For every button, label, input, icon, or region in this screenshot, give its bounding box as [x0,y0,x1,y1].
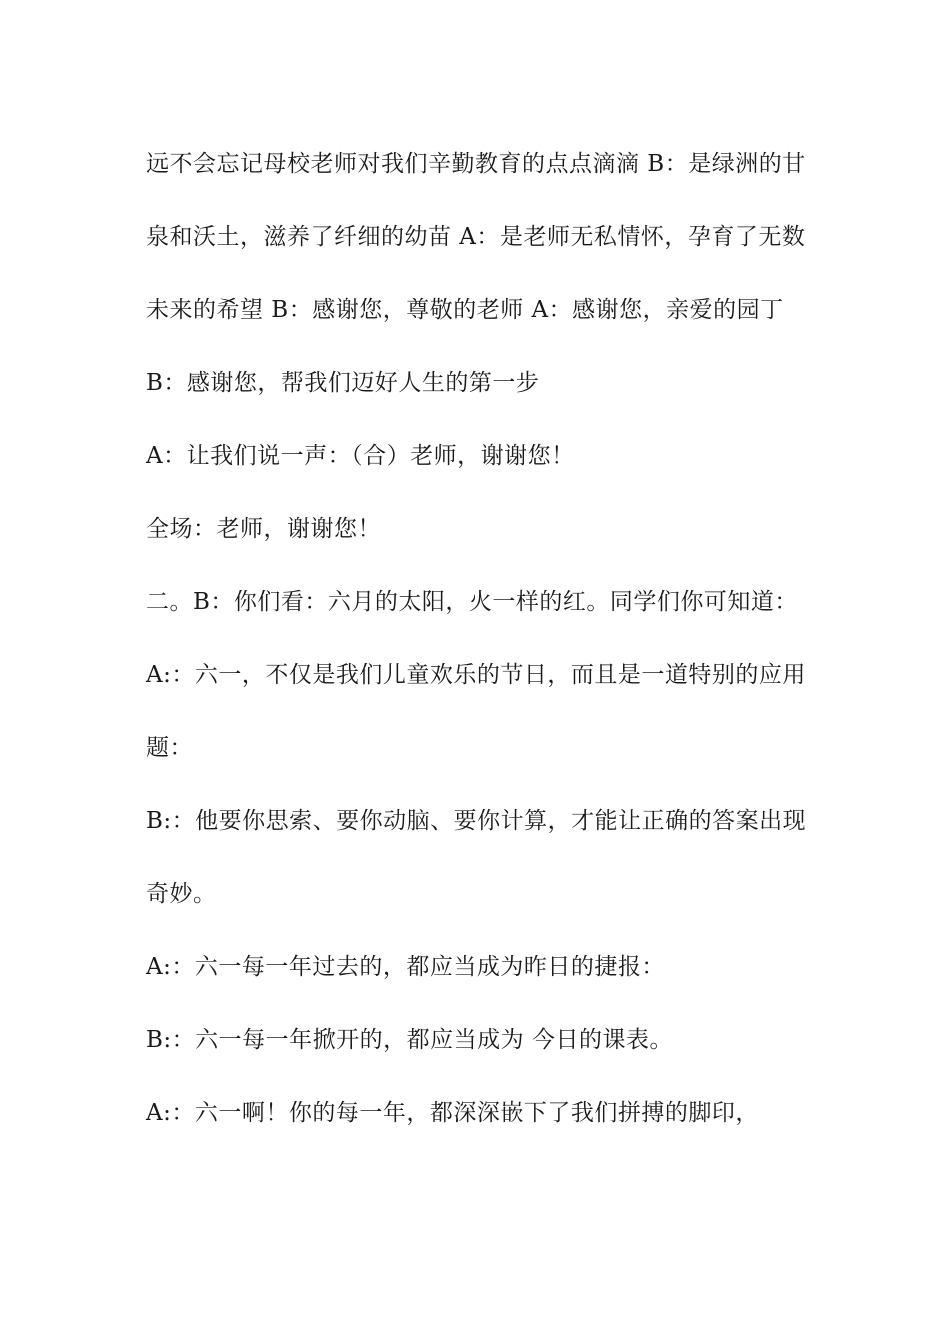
paragraph-8: A:：六一每一年过去的，都应当成为昨日的捷报： [146,954,665,980]
paragraph-3: A：让我们说一声：（合）老师，谢谢您！ [146,443,575,469]
paragraph-7: B:：他要你思索、要你动脑、要你计算，才能让正确的答案出现奇妙。 [146,808,807,907]
paragraph-2: B：感谢您，帮我们迈好人生的第一步 [146,370,540,396]
document-body [146,128,810,1150]
paragraph-5: 二。B：你们看：六月的太阳，火一样的红。同学们你可知道： [146,589,798,615]
paragraph-9: B:：六一每一年掀开的，都应当成为 今日的课表。 [146,1027,673,1053]
paragraph-6: A:：六一，不仅是我们儿童欢乐的节日，而且是一道特别的应用题： [146,662,806,761]
paragraph-4: 全场：老师，谢谢您！ [146,516,381,542]
paragraph-10: A:：六一啊！你的每一年，都深深嵌下了我们拼搏的脚印， [146,1100,759,1126]
paragraph-1: 远不会忘记母校老师对我们辛勤教育的点点滴滴 B：是绿洲的甘泉和沃土，滋养了纤细的幼苗 A：是老师无私情怀，孕育了无数未来的希望 B：感谢您，尊敬的老师 A：感谢您，亲爱的园丁 [146,151,806,323]
